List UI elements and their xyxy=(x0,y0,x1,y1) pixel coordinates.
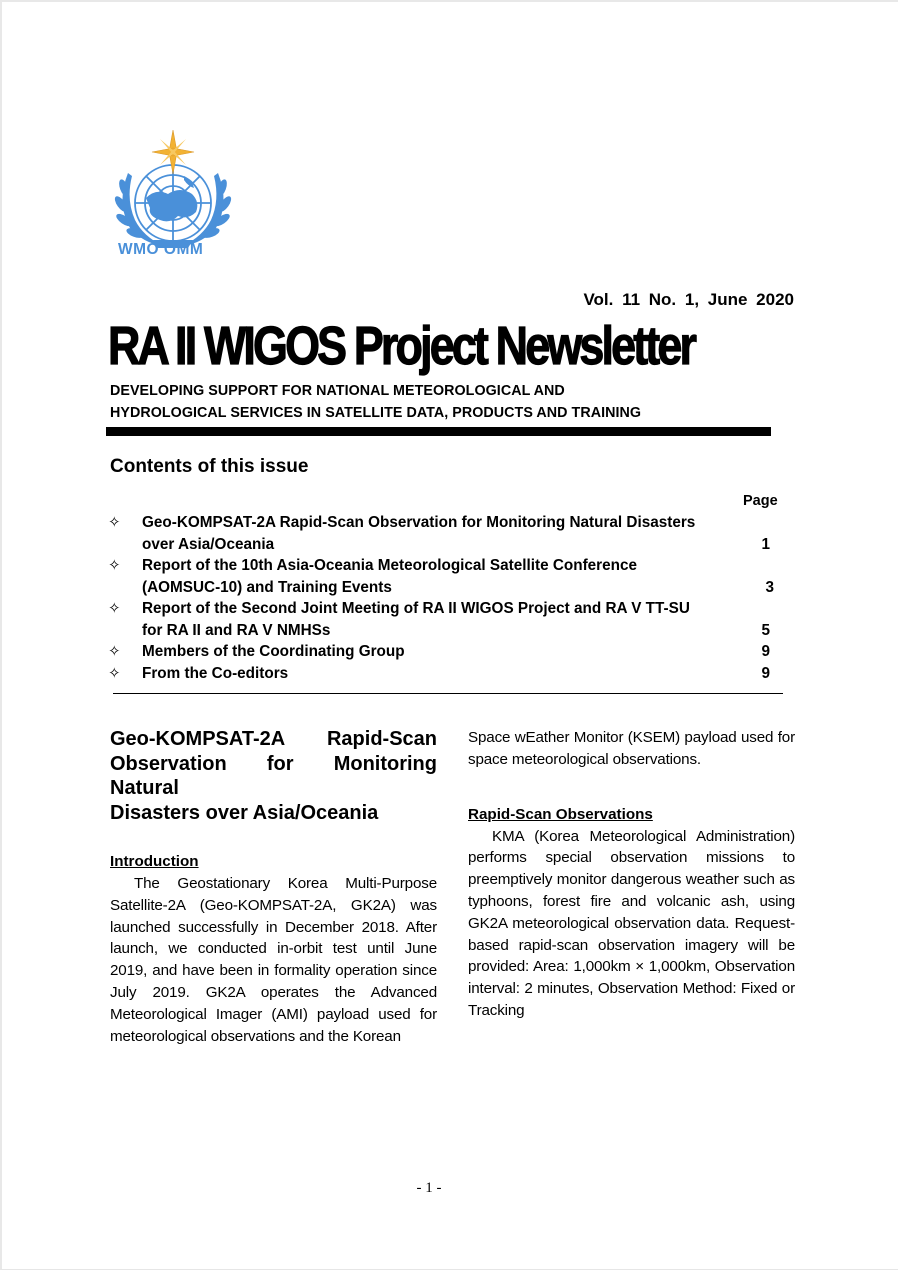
toc-item-page: 9 xyxy=(761,643,770,660)
toc-item[interactable] xyxy=(108,641,778,663)
contents-heading: Contents of this issue xyxy=(110,456,309,477)
contents-divider-rule xyxy=(113,693,783,694)
toc-item-page: 3 xyxy=(765,578,774,596)
toc-item[interactable] xyxy=(108,663,778,685)
wmo-logo-text: WMO OMM xyxy=(118,241,204,258)
section-heading-rapid-scan: Rapid-Scan Observations xyxy=(468,805,653,823)
toc-item-page: 5 xyxy=(761,621,770,639)
toc-item-line: Report of the Second Joint Meeting of RA II WIGOS Project and RA V TT-SU xyxy=(142,600,690,617)
four-point-star-bullet-icon: ✧ xyxy=(108,600,121,617)
article-column-right xyxy=(468,727,795,1022)
rapid-scan-paragraph: KMA (Korea Meteorological Administration) performs special observation missions to preemptively monitor dangerous weather such as typhoons, forest fire and volcanic ash, using GK2A meteorological observation data. Request-based rapid-scan observation imagery will be provided: Area: 1,000km × 1,000km, Observation interval: 2 minutes, Observation Method: Fixed or Tracking xyxy=(468,827,795,1019)
toc-item[interactable] xyxy=(108,598,778,641)
toc-item-title xyxy=(108,598,752,641)
four-point-star-bullet-icon: ✧ xyxy=(108,557,121,574)
intro-paragraph: The Geostationary Korea Multi-Purpose Satellite-2A (Geo-KOMPSAT-2A, GK2A) was launched successfully in December 2018. After launch, we conducted in-orbit test until June 2019, and have been in formality operation since July 2019. GK2A operates the Advanced Meteorological Imager (AMI) payload used for meteorological observations and the Korean xyxy=(110,875,437,1045)
article-column-left xyxy=(110,727,437,1047)
toc-item-title xyxy=(108,555,752,598)
paragraph-gap xyxy=(468,771,795,792)
toc-item-line: (AOMSUC-10) and Training Events xyxy=(142,578,392,596)
newsletter-title: RA II WIGOS Project Newsletter xyxy=(108,316,695,376)
subtitle-line: DEVELOPING SUPPORT FOR NATIONAL METEOROLOGICAL AND xyxy=(110,383,565,399)
toc-item-title xyxy=(108,663,752,685)
intro-paragraph-continued: Space wEather Monitor (KSEM) payload used for space meteorological observations. xyxy=(468,729,795,768)
toc-item-line: over Asia/Oceania xyxy=(142,535,275,553)
page-number: - 1 - xyxy=(416,1180,442,1196)
toc-item-title xyxy=(108,641,752,663)
toc-item-page: 9 xyxy=(761,664,770,682)
toc-item-line: Report of the 10th Asia-Oceania Meteorological Satellite Conference xyxy=(142,557,637,574)
article-title-line: Observation for Monitoring Natural xyxy=(110,752,437,799)
toc-item-line: Geo-KOMPSAT-2A Rapid-Scan Observation for Monitoring Natural Disasters xyxy=(142,514,696,531)
toc-item[interactable] xyxy=(108,555,778,598)
four-point-star-bullet-icon: ✧ xyxy=(108,643,121,660)
section-heading-introduction: Introduction xyxy=(110,853,199,870)
four-point-star-bullet-icon: ✧ xyxy=(108,664,121,682)
toc-item-line: for RA II and RA V NMHSs xyxy=(142,621,331,639)
table-of-contents xyxy=(108,512,778,684)
header-divider-bar xyxy=(106,427,771,436)
subtitle-line: HYDROLOGICAL SERVICES IN SATELLITE DATA, PRODUCTS AND TRAINING xyxy=(110,405,642,421)
toc-item-page: 1 xyxy=(761,535,770,553)
toc-item[interactable] xyxy=(108,512,778,555)
article-title-line: Disasters over Asia/Oceania xyxy=(110,801,379,824)
toc-item-line: From the Co-editors xyxy=(142,664,289,682)
contents-page-label: Page xyxy=(743,493,778,509)
toc-item-line: Members of the Coordinating Group xyxy=(142,643,405,660)
newsletter-subtitle xyxy=(110,380,641,424)
article-title xyxy=(110,727,437,825)
article-title-line: Geo-KOMPSAT-2A Rapid-Scan xyxy=(110,728,437,750)
volume-issue-date: Vol. 11 No. 1, June 2020 xyxy=(583,290,794,309)
four-point-star-bullet-icon: ✧ xyxy=(108,514,121,531)
toc-item-title xyxy=(108,512,752,555)
